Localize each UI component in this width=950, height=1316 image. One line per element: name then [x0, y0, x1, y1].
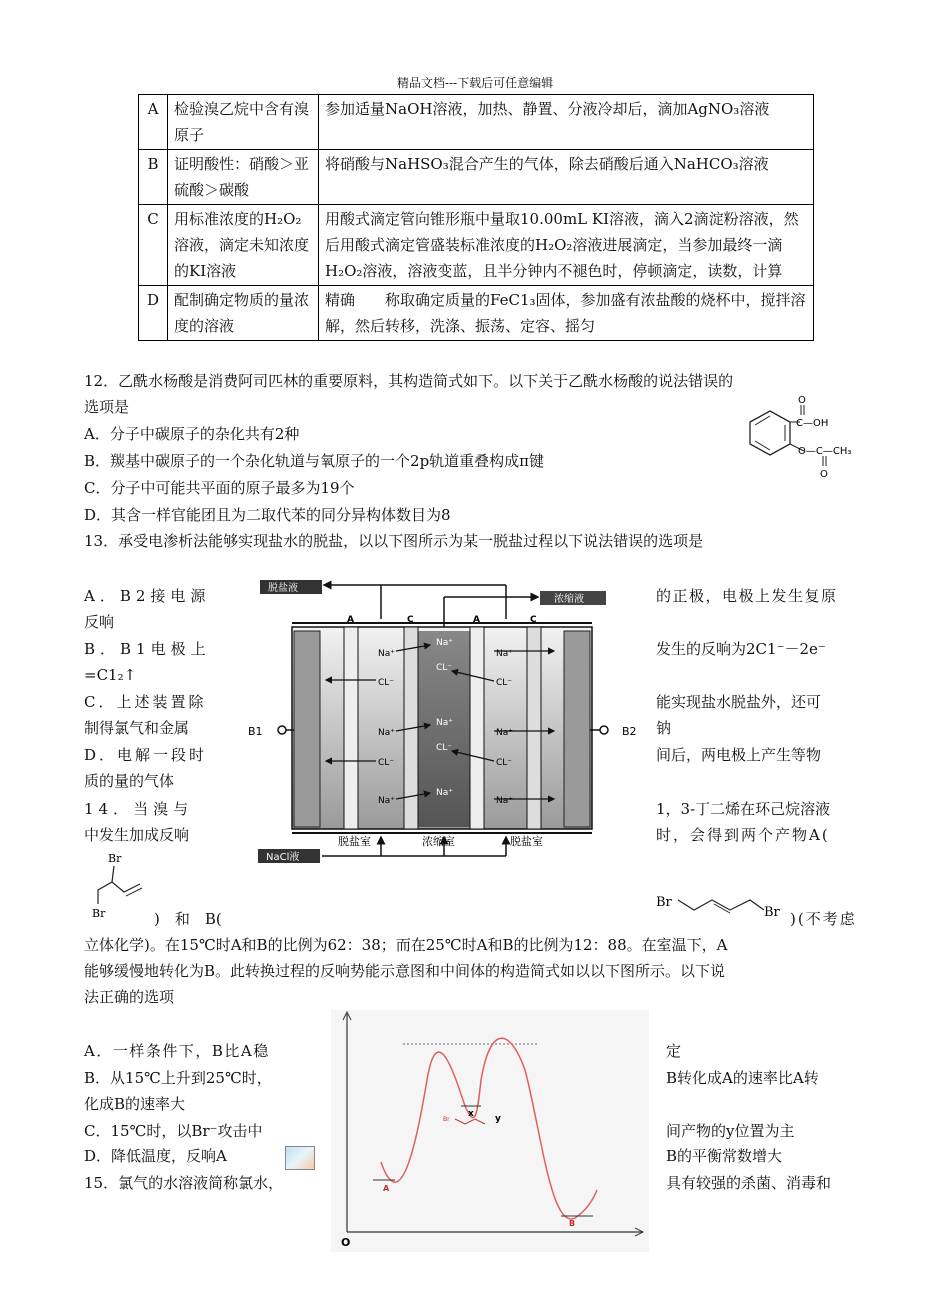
q13-option-d: D．电解一段时: [84, 746, 208, 764]
q14-end-text: )(不考虑: [790, 910, 857, 928]
ion-na: Na⁺: [436, 638, 453, 648]
origin-label: O: [341, 1236, 351, 1249]
q13-option-b: B．B1电极上: [84, 640, 211, 658]
room-label-concentrate: 浓缩室: [422, 835, 455, 848]
q13-option-b-cont2: =C1₂↑: [84, 666, 137, 684]
page-header: 精品文档---下载后可任意编辑: [396, 76, 554, 90]
q14-mid-text: ) 和 B(: [154, 910, 222, 928]
q12-option-c: C．分子中可能共平面的原子最多为19个: [84, 479, 355, 497]
q14-stem-l2: 中发生加成反响: [84, 826, 190, 844]
q14-option-b-cont: B转化成A的速率比A转: [666, 1069, 819, 1087]
q14-option-c: C．15℃时，以Br⁻攻击中: [84, 1122, 263, 1140]
ion-na: Na⁺: [378, 796, 395, 806]
q13-option-a-cont2: 反响: [84, 613, 115, 631]
q14-option-b-cont2: 化成B的速率大: [84, 1095, 186, 1113]
ion-na: Na⁺: [496, 796, 513, 806]
q14-option-b: B．从15℃上升到25℃时，: [84, 1069, 272, 1087]
ion-cl: CL⁻: [496, 758, 513, 768]
q13-option-d-cont2: 质的量的气体: [84, 772, 175, 790]
row-title: 用标准浓度的H₂O₂溶液，滴定未知浓度的KI溶液: [168, 205, 319, 286]
row-key: D: [139, 286, 168, 341]
membrane-label-3: A: [473, 615, 480, 625]
row-key: C: [139, 205, 168, 286]
ion-cl: CL⁻: [436, 743, 453, 753]
q14-stem-l1: 14．当溴与: [84, 800, 194, 818]
membrane-label-4: C: [530, 615, 537, 625]
membrane-label-1: A: [347, 615, 354, 625]
electrodialysis-diagram: [244, 575, 642, 871]
concentrate-out-label: 浓缩液: [554, 594, 584, 605]
q15-stem: 15．氯气的水溶液简称氯水，: [84, 1174, 284, 1192]
carbonyl-o2: O: [820, 469, 828, 480]
q14-para-3: 法正确的选项: [84, 988, 175, 1006]
table-row: [139, 150, 814, 205]
q13-option-c: C．上述装置除: [84, 693, 207, 711]
table-row: [139, 205, 814, 286]
q13-option-b-cont: 发生的反响为2C1⁻－2e⁻: [656, 640, 826, 658]
room-label-desalt-1: 脱盐室: [338, 835, 371, 848]
product-b-structure: [654, 886, 788, 922]
row-key: B: [139, 150, 168, 205]
ion-cl: CL⁻: [378, 758, 395, 768]
ion-na: Na⁺: [496, 728, 513, 738]
row-desc: 精确 称取确定质量的FeC1₃固体，参加盛有浓盐酸的烧杯中，搅拌溶解，然后转移，洗涤、振荡、定容、摇匀: [319, 286, 814, 341]
row-desc: 用酸式滴定管向锥形瓶中量取10.00mL KI溶液，滴入2滴淀粉溶液，然后用酸式滴定管盛装标准浓度的H₂O₂溶液进展滴定，当参加最终一滴H₂O₂溶液，溶液变蓝，且半分钟内不褪色时，停顿滴定，读数，计算: [319, 205, 814, 286]
intermediate-br-label: Br: [443, 1116, 450, 1123]
q14-option-c-cont: 间产物的y位置为主: [666, 1122, 795, 1140]
carbonyl-o1: O: [798, 395, 806, 406]
row-title: 检验溴乙烷中含有溴原子: [168, 95, 319, 150]
q14-stem-r2: 时，会得到两个产物A(: [656, 826, 830, 844]
q15-stem-cont: 具有较强的杀菌、消毒和: [666, 1174, 832, 1192]
q12-option-a: A．分子中碳原子的杂化共有2种: [84, 425, 300, 443]
q14-para-2: 能够缓慢地转化为B。此转换过程的反响势能示意图和中间体的构造简式如以以下图所示。以下说: [84, 962, 726, 980]
row-desc: 参加适量NaOH溶液，加热、静置、分液冷却后，滴加AgNO₃溶液: [319, 95, 814, 150]
q14-option-d: D．降低温度，反响A: [84, 1147, 227, 1165]
br-label: Br: [764, 905, 780, 920]
q13-option-c-cont: 能实现盐水脱盐外，还可: [656, 693, 822, 711]
q14-stem-r1: 1，3-丁二烯在环己烷溶液: [656, 800, 831, 818]
electrode-b1-label: B1: [248, 725, 263, 738]
table-row: [139, 95, 814, 150]
q13-option-a: A．B2接电源: [84, 587, 211, 605]
level-b-label: B: [569, 1219, 576, 1228]
q12-stem-cont: 选项是: [84, 398, 130, 416]
q13-option-d-cont: 间后，两电极上产生等物: [656, 746, 822, 764]
room-label-desalt-2: 脱盐室: [510, 835, 543, 848]
ester-label: O—C—CH₃: [798, 446, 852, 457]
ion-na: Na⁺: [496, 649, 513, 659]
energy-diagram: [331, 1010, 649, 1252]
q13-option-a-cont: 的正极，电极上发生复原: [656, 587, 838, 605]
br-label: Br: [656, 895, 672, 910]
cooh-label: C—OH: [796, 418, 829, 429]
row-desc: 将硝酸与NaHSO₃混合产生的气体，除去硝酸后通入NaHCO₃溶液: [319, 150, 814, 205]
ion-cl: CL⁻: [378, 678, 395, 688]
product-a-structure: [84, 848, 160, 920]
br-label: Br: [92, 907, 106, 920]
row-key: A: [139, 95, 168, 150]
row-title: 配制确定物质的量浓度的溶液: [168, 286, 319, 341]
aspirin-structure: [728, 394, 868, 484]
br-label: Br: [108, 852, 122, 865]
q12-stem: 12．乙酰水杨酸是消费阿司匹林的重要原料，其构造简式如下。以下关于乙酰水杨酸的说法错误的: [84, 372, 734, 390]
q12-option-b: B．羰基中碳原子的一个杂化轨道与氧原子的一个2p轨道重叠构成π键: [84, 452, 545, 470]
ion-na: Na⁺: [378, 728, 395, 738]
q13-option-c-cont3: 钠: [656, 719, 672, 737]
desalted-out-label: 脱盐液: [268, 583, 298, 594]
q14-para-1: 立体化学)。在15℃时A和B的比例为62：38；而在25℃时A和B的比例为12：88。在室温下，A: [84, 936, 728, 954]
options-table: [138, 94, 814, 341]
q14-option-d-cont: B的平衡常数增大: [666, 1147, 783, 1165]
row-title: 证明酸性：硝酸＞亚硫酸＞碳酸: [168, 150, 319, 205]
q14-option-a: A．一样条件下，B比A稳: [84, 1042, 270, 1060]
electrode-b2-label: B2: [622, 725, 637, 738]
ion-na: Na⁺: [378, 649, 395, 659]
level-a-label: A: [383, 1184, 390, 1193]
intermediate-y-label: y: [495, 1114, 501, 1124]
broken-image-icon: [285, 1146, 315, 1170]
nacl-in-label: NaCl液: [266, 852, 300, 863]
membrane-label-2: C: [407, 615, 414, 625]
q14-option-a-cont: 定: [666, 1042, 682, 1060]
table-row: [139, 286, 814, 341]
q12-option-d: D．其含一样官能团且为二取代苯的同分异构体数目为8: [84, 506, 451, 524]
ion-na: Na⁺: [436, 718, 453, 728]
intermediate-x-label: x: [468, 1109, 474, 1119]
q13-stem: 13．承受电渗析法能够实现盐水的脱盐，以以下图所示为某一脱盐过程以下说法错误的选项是: [84, 532, 704, 550]
ion-cl: CL⁻: [496, 678, 513, 688]
q13-option-c-cont2: 制得氯气和金属: [84, 719, 190, 737]
ion-cl: CL⁻: [436, 663, 453, 673]
ion-na: Na⁺: [436, 788, 453, 798]
